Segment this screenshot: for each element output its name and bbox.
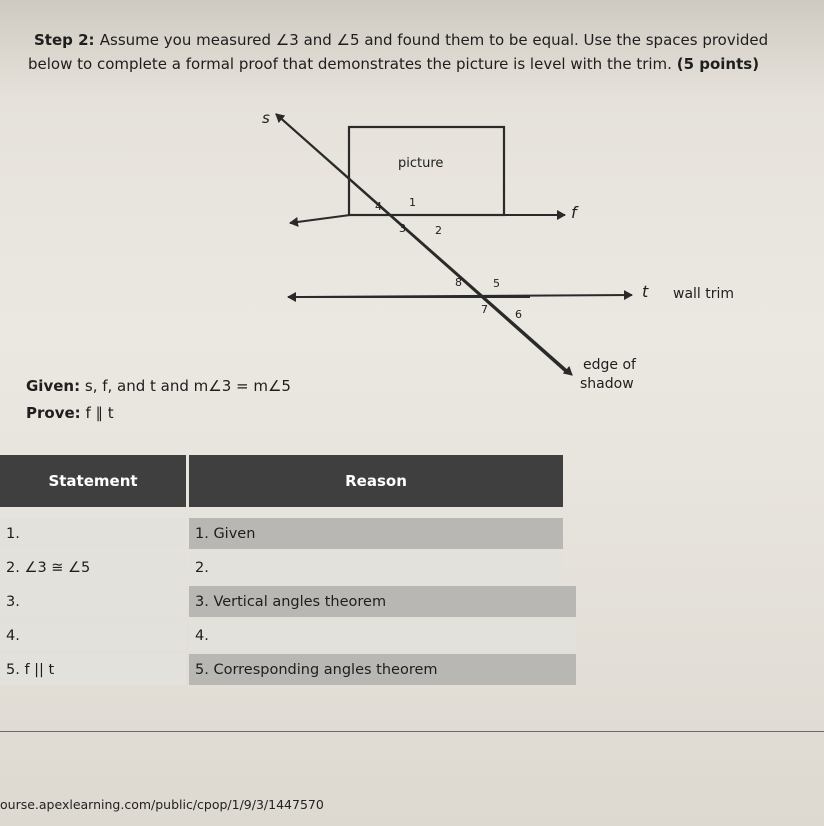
line-s-lower [276,114,572,375]
reason-cell-5: 5. Corresponding angles theorem [189,654,576,685]
reason-cell-1: 1. Given [189,518,563,549]
picture-frame [349,127,504,215]
reason-cell-3: 3. Vertical angles theorem [189,586,576,617]
divider [0,731,824,732]
reason-cell-2[interactable]: 2. [189,552,563,583]
angle-1-label: 1 [409,196,416,209]
line-s-label: s [262,109,270,127]
line-t-label: t [642,282,649,301]
statement-cell-1[interactable]: 1. [0,518,186,549]
statement-cell-5: 5. f || t [0,654,186,685]
statement-cell-4[interactable]: 4. [0,620,186,651]
statement-header: Statement [0,455,186,507]
shadow-label-2: shadow [580,376,634,392]
angle-5-label: 5 [493,277,500,290]
angle-7-label: 7 [481,303,488,316]
reason-cell-4[interactable]: 4. [189,620,576,651]
angle-2-label: 2 [435,224,442,237]
angle-8-label: 8 [455,276,462,289]
picture-label: picture [398,156,444,171]
shadow-label-1: edge of [583,357,636,373]
line-t-right [300,295,632,297]
wall-trim-label: wall trim [673,286,735,302]
instructions-line-2: below to complete a formal proof that demonstrates the picture is level with the trim. (5 points) [28,55,760,73]
page-url: ourse.apexlearning.com/public/cpop/1/9/3/1447570 [0,797,324,812]
angle-3-label: 3 [399,222,406,235]
line-f-label: f [571,203,577,222]
statement-cell-3[interactable]: 3. [0,586,186,617]
prove-statement: Prove: f ∥ t [26,404,114,422]
reason-header: Reason [189,455,563,507]
angle-4-label: 4 [375,200,382,213]
line-f-left [290,215,350,223]
angle-6-label: 6 [515,308,522,321]
statement-cell-2: 2. ∠3 ≅ ∠5 [0,552,186,583]
given-statement: Given: s, f, and t and m∠3 = m∠5 [26,377,291,395]
instructions-line-1: Step 2: Assume you measured ∠3 and ∠5 and found them to be equal. Use the spaces provided [34,31,769,49]
